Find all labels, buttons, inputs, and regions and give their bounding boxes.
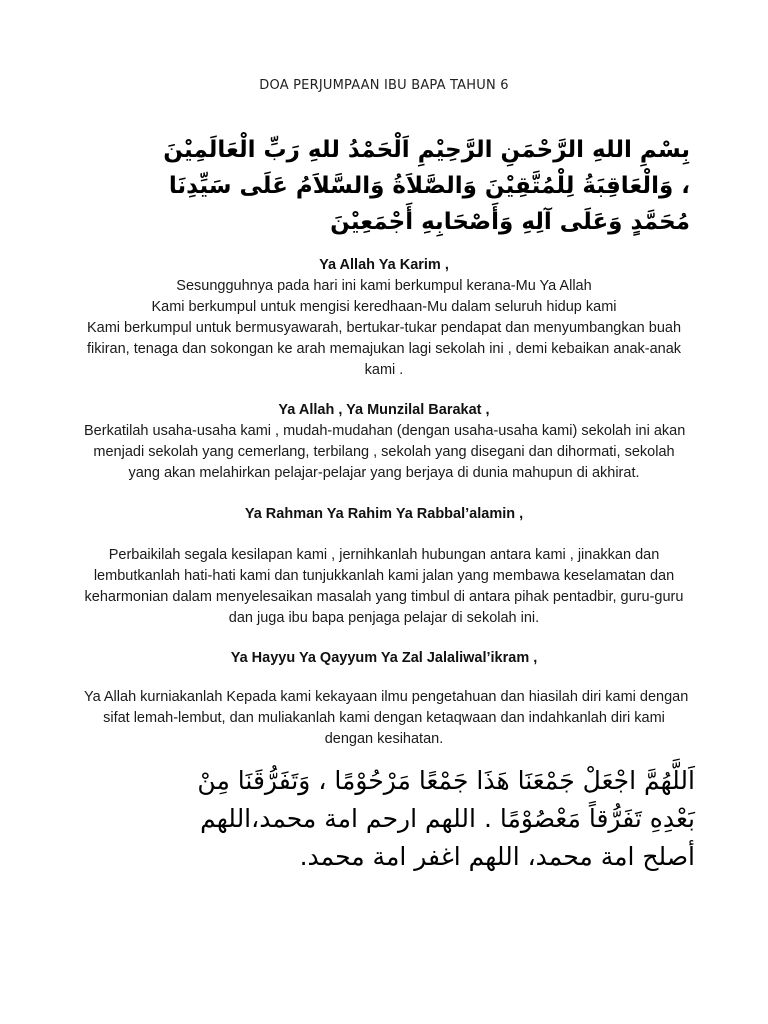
section3-line: dan juga ibu bapa penjaga pelajar di sekolah ini. xyxy=(228,610,540,626)
closing-arabic-line: اَللَّهُمَّ اجْعَلْ جَمْعَنَا هَذَا جَمْعًا مَرْحُوْمًا ، وَتَفَرُّقَنَا مِنْ xyxy=(197,766,695,795)
opening-arabic-line: ، وَالْعَاقِبَةُ لِلْمُتَّقِيْنَ وَالصَّلاَةُ وَالسَّلاَمُ عَلَى سَيِّدِنَا xyxy=(168,173,690,199)
section2-line: menjadi sekolah yang cemerlang, terbilang , sekolah yang disegani dan dihormati, sekolah xyxy=(93,444,675,460)
closing-arabic-line: أصلح امة محمد، اللهم اغفر امة محمد. xyxy=(299,842,695,871)
section1-line: fikiran, tenaga dan sokongan ke arah memajukan lagi sekolah ini , demi kebaikan anak-anak xyxy=(86,341,682,357)
opening-arabic-line: مُحَمَّدٍ وَعَلَى آلِهِ وَأَصْحَابِهِ أَجْمَعِيْنَ xyxy=(330,209,690,235)
section4-body xyxy=(84,687,689,750)
opening-arabic-line: بِسْمِ اللهِ الرَّحْمَنِ الرَّحِيْمِ اَلْحَمْدُ للهِ رَبِّ الْعَالَمِيْنَ xyxy=(163,137,690,163)
section4-line: dengan kesihatan. xyxy=(324,731,444,747)
section4-line: Ya Allah kurniakanlah Kepada kami kekayaan ilmu pengetahuan dan hiasilah diri kami dengan xyxy=(84,689,689,705)
section4-line: sifat lemah-lembut, dan muliakanlah kami dengan ketaqwaan dan indahkanlah diri kami xyxy=(103,710,665,726)
opening-arabic-prayer xyxy=(90,132,690,240)
section3-line: Perbaikilah segala kesilapan kami , jernihkanlah hubungan antara kami , jinakkan dan xyxy=(108,547,660,563)
document-title: DOA PERJUMPAAN IBU BAPA TAHUN 6 xyxy=(259,78,509,93)
section1-line: Sesungguhnya pada hari ini kami berkumpul kerana-Mu Ya Allah xyxy=(176,278,592,294)
section2-line: yang akan melahirkan pelajar-pelajar yang berjaya di dunia mahupun di akhirat. xyxy=(128,465,640,481)
section1-body xyxy=(84,276,684,381)
section2-body xyxy=(84,421,684,484)
section3-line: lembutkanlah hati-hati kami dan tunjukkanlah kami jalan yang membawa keselamatan dan xyxy=(93,568,675,584)
section1-line: Kami berkumpul untuk mengisi keredhaan-Mu dalam seluruh hidup kami xyxy=(151,299,617,315)
section3-body xyxy=(84,545,684,629)
section1-line: Kami berkumpul untuk bermusyawarah, bertukar-tukar pendapat dan menyumbangkan buah xyxy=(86,320,682,336)
section2-heading: Ya Allah , Ya Munzilal Barakat , xyxy=(278,402,490,418)
section4-heading: Ya Hayyu Ya Qayyum Ya Zal Jalaliwal’ikram , xyxy=(230,650,538,666)
closing-arabic-line: بَعْدِهِ تَفَرُّقاً مَعْصُوْمًا . اللهم ارحم امة محمد،اللهم xyxy=(200,804,695,833)
section3-line: keharmonian dalam menyelesaikan masalah yang timbul di antara pihak pentadbir, guru-guru xyxy=(84,589,684,605)
section1-heading: Ya Allah Ya Karim , xyxy=(319,257,449,273)
section1-line: kami . xyxy=(364,362,404,378)
section3-heading: Ya Rahman Ya Rahim Ya Rabbal’alamin , xyxy=(244,506,524,522)
section2-line: Berkatilah usaha-usaha kami , mudah-mudahan (dengan usaha-usaha kami) sekolah ini akan xyxy=(84,423,686,439)
closing-arabic-prayer xyxy=(130,762,695,876)
